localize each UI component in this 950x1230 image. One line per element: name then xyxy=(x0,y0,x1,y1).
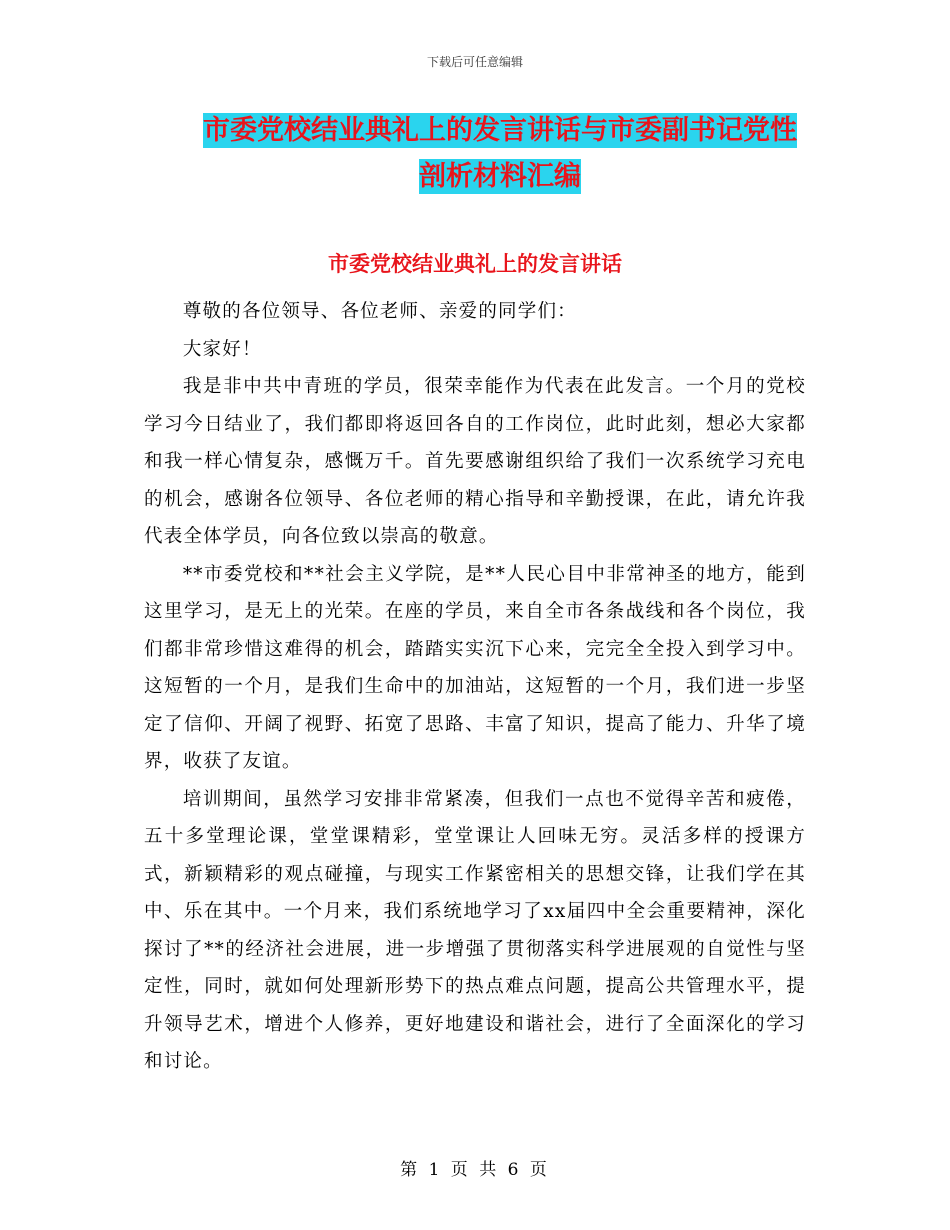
document-body xyxy=(144,293,806,1081)
paragraph: 我是非中共中青班的学员，很荣幸能作为代表在此发言。一个月的党校学习今日结业了，我们都即将返回各自的工作岗位，此时此刻，想必大家都和我一样心情复杂，感慨万千。首先要感谢组织给了我们一次系统学习充电的机会，感谢各位领导、各位老师的精心指导和辛勤授课，在此，请允许我代表全体学员，向各位致以崇高的敬意。 xyxy=(144,376,806,547)
document-title xyxy=(190,108,810,200)
document-title-text: 市委党校结业典礼上的发言讲话与市委副书记党性剖析材料汇编 xyxy=(203,115,797,192)
section-heading: 市委党校结业典礼上的发言讲话 xyxy=(328,251,622,276)
paragraph: **市委党校和**社会主义学院，是**人民心目中非常神圣的地方，能到这里学习，是无上的光荣。在座的学员，来自全市各条战线和各个岗位，我们都非常珍惜这难得的机会，踏踏实实沉下心来，完完全全投入到学习中。这短暂的一个月，是我们生命中的加油站，这短暂的一个月，我们进一步坚定了信仰、开阔了视野、拓宽了思路、丰富了知识，提高了能力、升华了境界，收获了友谊。 xyxy=(144,563,806,772)
header-note: 下载后可任意编辑 xyxy=(426,55,523,69)
paragraph-salutation: 尊敬的各位领导、各位老师、亲爱的同学们： xyxy=(182,301,577,322)
paragraph: 培训期间，虽然学习安排非常紧凑，但我们一点也不觉得辛苦和疲倦，五十多堂理论课，堂堂课精彩，堂堂课让人回味无穷。灵活多样的授课方式，新颖精彩的观点碰撞，与现实工作紧密相关的思想交锋，让我们学在其中、乐在其中。一个月来，我们系统地学习了xx届四中全会重要精神，深化探讨了**的经济社会进展，进一步增强了贯彻落实科学进展观的自觉性与坚定性，同时，就如何处理新形势下的热点难点问题，提高公共管理水平，提升领导艺术，增进个人修养，更好地建设和谐社会，进行了全面深化的学习和讨论。 xyxy=(144,788,806,1072)
paragraph-greeting: 大家好！ xyxy=(182,338,262,360)
page-number: 第 1 页 共 6 页 xyxy=(400,1160,550,1180)
